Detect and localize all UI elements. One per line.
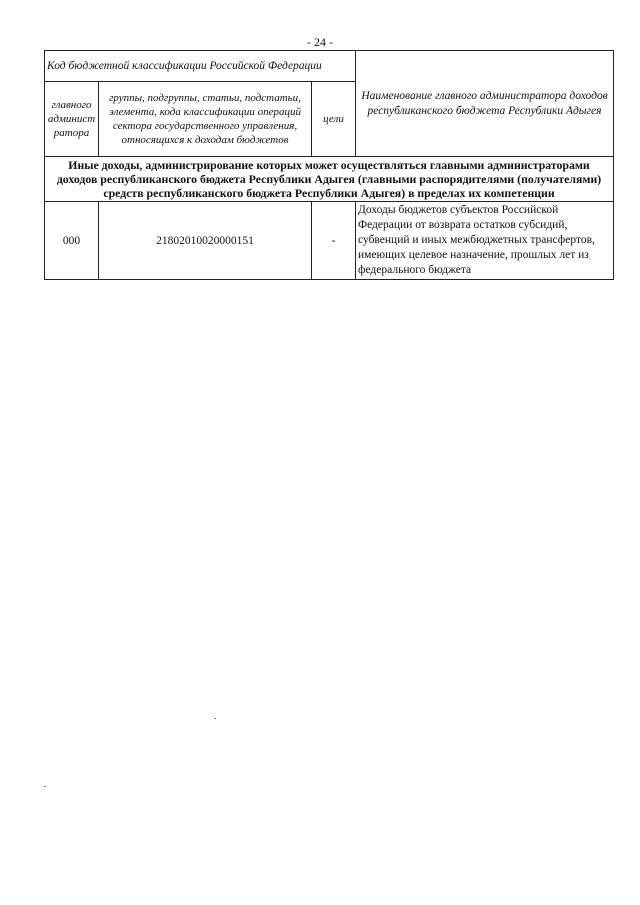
budget-classification-table (44, 50, 614, 280)
table-row (45, 202, 614, 280)
header-administrator-name: Наименование главного администратора доходов республиканского бюджета Республики Адыгея (356, 51, 614, 157)
admin-code-cell: 000 (45, 202, 99, 280)
header-purpose: цели (312, 82, 356, 157)
section-title: Иные доходы, администрирование которых может осуществляться главными администраторами доходов республиканского бюджета Республики Адыгея (главными распорядителями (получателями) средств республиканского бюджета Республики Адыгея) в пределах их компетенции (45, 157, 614, 202)
section-row (45, 157, 614, 202)
header-admin-code: главного админист ратора (45, 82, 99, 157)
page-number: - 24 - (307, 35, 333, 49)
scan-speck (44, 786, 46, 787)
purpose-cell: - (312, 202, 356, 280)
header-code-group: Код бюджетной классификации Российской Федерации (45, 51, 356, 82)
income-code-cell: 21802010020000151 (99, 202, 312, 280)
income-name-cell: Доходы бюджетов субъектов Российской Федерации от возврата остатков субсидий, субвенций и иных межбюджетных трансфертов, имеющих целевое назначение, прошлых лет из федерального бюджета (356, 202, 614, 280)
table-header-row (45, 51, 614, 82)
scan-speck (214, 718, 216, 719)
header-group-code: группы, подгруппы, статьи, подстатьи, элемента, кода классификации операций сектора государственного управления, относящихся к доходам бюджетов (99, 82, 312, 157)
